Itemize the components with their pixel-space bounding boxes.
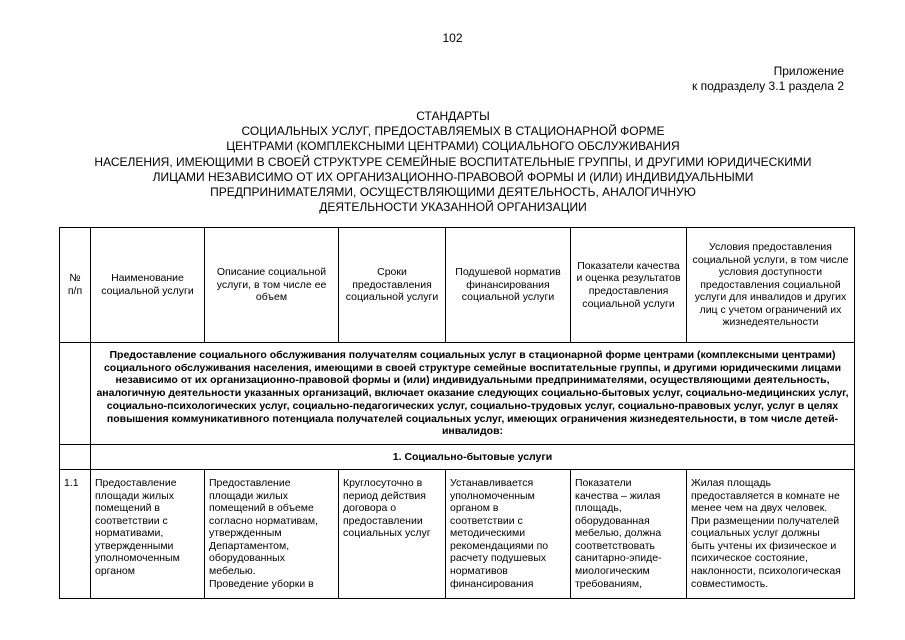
title-line-6: ПРЕДПРИНИМАТЕЛЯМИ, ОСУЩЕСТВЛЯЮЩИМИ ДЕЯТЕЛЬНОСТЬ, АНАЛОГИЧНУЮ xyxy=(210,185,696,200)
page-number: 102 xyxy=(442,31,463,45)
section-empty-cell xyxy=(60,444,91,469)
row-conditions: Жилая площадь предоставляется в комнате не менее чем на двух человек. При размещении получателей социальных услуг должны быть учтены их физическое и психическое состояние, наклонности, психологическая совместимость. xyxy=(687,469,855,598)
header-funding: Подушевой норматив финансирования социальной услуги xyxy=(446,228,571,343)
header-name: Наименование социальной услуги xyxy=(91,228,205,343)
header-quality: Показатели качества и оценка результатов предоставления социальной услуги xyxy=(571,228,687,343)
header-terms: Сроки предоставления социальной услуги xyxy=(339,228,446,343)
intro-text: Предоставление социального обслуживания получателям социальных услуг в стационарной форме центрами (комплексными центрами) социального обслуживания населения, имеющими в своей структуре семейные воспитательные группы, и другими юридическими лицами независимо от их организационно-правовой формы и (или) индивидуальными предпринимателями, осуществляющими деятельность, аналогичную деятельности указанных организаций, включает оказание следующих социально-бытовых услуг, социально-медицинских услуг, социально-психологических услуг, социально-педагогических услуг, социально-трудовых услуг, социально-правовых услуг, услуг в целях повышения коммуникативного потенциала получателей социальных услуг, имеющих ограничения жизнедеятельности, в том числе детей-инвалидов: xyxy=(91,343,855,445)
appendix-line-2: к подразделу 3.1 раздела 2 xyxy=(692,79,844,93)
row-num: 1.1 xyxy=(60,469,91,598)
standards-table xyxy=(59,227,855,599)
row-quality: Показатели качества – жилая площадь, оборудованная мебелью, должна соответствовать санитарно-эпиде- миологическим требованиям, xyxy=(571,469,687,598)
table-row xyxy=(60,469,855,598)
table-header-row xyxy=(60,228,855,343)
section-title: 1. Социально-бытовые услуги xyxy=(91,444,855,469)
row-funding: Устанавливается уполномоченным органом в соответствии с методическими рекомендациями по расчету подушевых нормативов финансирования xyxy=(446,469,571,598)
row-name: Предоставление площади жилых помещений в соответствии с нормативами, утвержденными уполномоченным органом xyxy=(91,469,205,598)
appendix-note xyxy=(692,64,844,94)
title-line-7: ДЕЯТЕЛЬНОСТИ УКАЗАННОЙ ОРГАНИЗАЦИИ xyxy=(319,200,587,215)
header-num: № п/п xyxy=(60,228,91,343)
row-terms: Круглосуточно в период действия договора о предоставлении социальных услуг xyxy=(339,469,446,598)
header-conditions: Условия предоставления социальной услуги, в том числе условия доступности предоставления социальной услуги для инвалидов и других лиц с учетом ограничений их жизнедеятельности xyxy=(687,228,855,343)
document-title xyxy=(40,109,866,215)
title-line-5: ЛИЦАМИ НЕЗАВИСИМО ОТ ИХ ОРГАНИЗАЦИОННО-ПРАВОВОЙ ФОРМЫ И (ИЛИ) ИНДИВИДУАЛЬНЫМИ xyxy=(152,169,754,184)
appendix-line-1: Приложение xyxy=(773,64,844,78)
title-line-2: СОЦИАЛЬНЫХ УСЛУГ, ПРЕДОСТАВЛЯЕМЫХ В СТАЦИОНАРНОЙ ФОРМЕ xyxy=(241,124,665,139)
title-line-1: СТАНДАРТЫ xyxy=(416,109,490,123)
row-description: Предоставление площади жилых помещений в объеме согласно нормативам, утвержденным Департаментом, оборудованных мебелью. Проведение уборки в xyxy=(205,469,339,598)
intro-row xyxy=(60,343,855,445)
title-line-4: НАСЕЛЕНИЯ, ИМЕЮЩИМИ В СВОЕЙ СТРУКТУРЕ СЕМЕЙНЫЕ ВОСПИТАТЕЛЬНЫЕ ГРУППЫ, И ДРУГИМИ ЮРИДИЧЕСКИМИ xyxy=(94,154,812,169)
title-line-3: ЦЕНТРАМИ (КОМПЛЕКСНЫМИ ЦЕНТРАМИ) СОЦИАЛЬНОГО ОБСЛУЖИВАНИЯ xyxy=(226,139,680,154)
section-row xyxy=(60,444,855,469)
header-description: Описание социальной услуги, в том числе ее объем xyxy=(205,228,339,343)
intro-empty-cell xyxy=(60,343,91,445)
